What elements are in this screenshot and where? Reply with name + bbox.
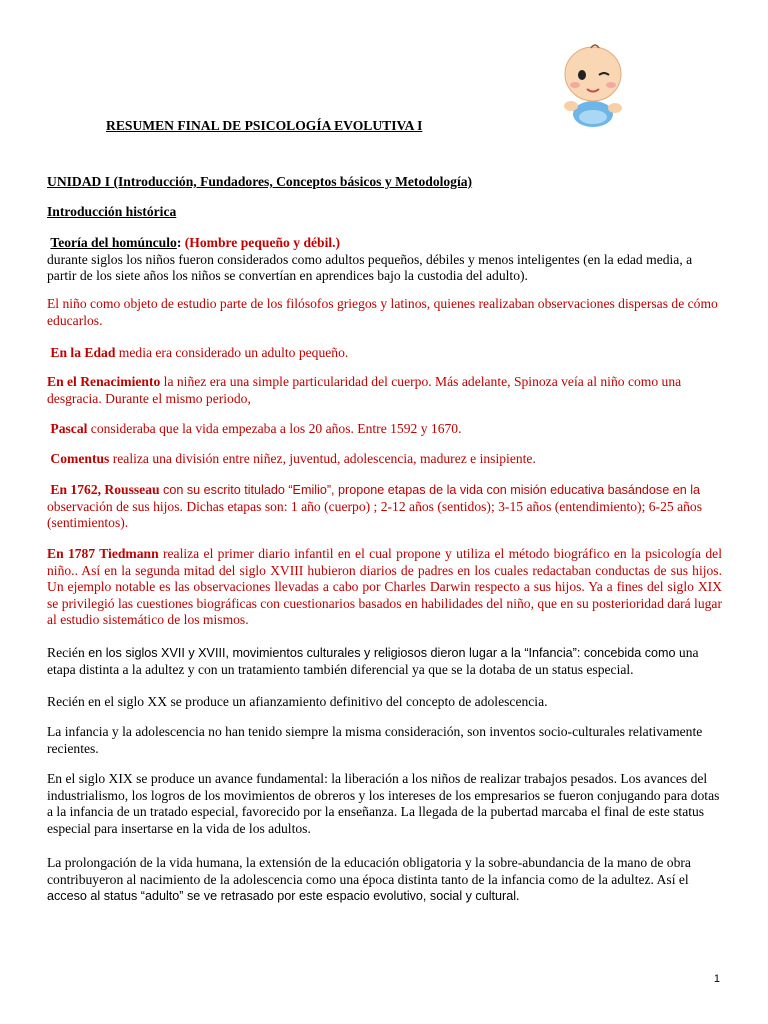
homunculo-text: durante siglos los niños fueron considerados como adultos pequeños, débiles y menos inteligentes (en la edad media, a partir de los siete años los niños se convertían en aprendices bajo la custodia del adulto).: [47, 251, 693, 283]
paragraph-tiedmann: [47, 546, 722, 629]
pascal-bold: Pascal: [50, 421, 88, 436]
rousseau-text-sans: con su escrito titulado “Emilio”, propone etapas de la vida con misión educativa basándose en la: [159, 483, 701, 497]
edad-bold: En la Edad: [50, 345, 116, 360]
renacimiento-bold: En el Renacimiento: [47, 374, 161, 389]
paragraph-xx: Recién en el siglo XX se produce un afianzamiento definitivo del concepto de adolescencia.: [47, 694, 548, 709]
document-title: RESUMEN FINAL DE PSICOLOGÍA EVOLUTIVA I: [106, 118, 423, 133]
rousseau-text: observación de sus hijos. Dichas etapas son: 1 año (cuerpo) ; 2-12 años (sentidos); 3-15 años (entendimiento); 6-25 años (sentimientos).: [47, 498, 702, 530]
prolongacion-end: .: [516, 888, 520, 903]
homunculo-red: (Hombre pequeño y débil.): [181, 235, 341, 250]
paragraph-comentus: [47, 451, 722, 468]
baby-clipart-icon: [553, 42, 633, 130]
page-number: 1: [713, 973, 720, 985]
section-heading: Introducción histórica: [47, 204, 177, 219]
paragraph-homunculo: [47, 235, 722, 285]
paragraph-edad: [47, 345, 722, 362]
paragraph-prolongacion: [47, 855, 722, 905]
edad-text: media era considerado un adulto pequeño.: [115, 345, 349, 360]
comentus-text: realiza una división entre niñez, juventud, adolescencia, madurez e insipiente.: [109, 451, 536, 466]
unit-heading: UNIDAD I (Introducción, Fundadores, Conceptos básicos y Metodología): [47, 174, 473, 189]
paragraph-renacimiento: [47, 374, 722, 407]
paragraph-xix: En el siglo XIX se produce un avance fundamental: la liberación a los niños de realizar trabajos pesados. Los avances del industrialismo, los logros de los movimientos de obreros y los intereses de los empresarios se fueron conjugando para dotas a la infancia de un tratado especial, favorecido por la enseñanza. La llegada de la pubertad marcaba el final de este status especial para insertarse en la vida de los adultos.: [47, 771, 720, 836]
renacimiento-text: la niñez era una simple particularidad del cuerpo. Más adelante, Spinoza veía al niño como una desgracia. Durante el mismo periodo,: [47, 374, 682, 406]
comentus-bold: Comentus: [50, 451, 110, 466]
prolongacion-text: La prolongación de la vida humana, la extensión de la educación obligatoria y la sobre-abundancia de la mano de obra contribuyeron al nacimiento de la adolescencia como una época distinta tanto de la infancia como de la adultez. Así el: [47, 855, 691, 887]
paragraph-objeto: El niño como objeto de estudio parte de los filósofos griegos y latinos, quienes realizaban observaciones dispersas de cómo educarlos.: [47, 296, 718, 328]
paragraph-pascal: [47, 421, 722, 438]
paragraph-rousseau: [47, 482, 722, 532]
rousseau-bold: En 1762, Rousseau: [50, 482, 160, 497]
paragraph-xvii: [47, 645, 722, 678]
prolongacion-text-sans: acceso al status “adulto” se ve retrasado por este espacio evolutivo, social y cultural: [47, 889, 517, 903]
xvii-text-sans: en los siglos XVII y XVIII, movimientos culturales y religiosos dieron lugar a la “Infancia”: concebida como: [84, 646, 676, 660]
pascal-text: consideraba que la vida empezaba a los 20 años. Entre 1592 y 1670.: [87, 421, 462, 436]
tiedmann-bold: En 1787 Tiedmann: [47, 546, 159, 561]
paragraph-infancia: La infancia y la adolescencia no han tenido siempre la misma consideración, son inventos socio-culturales relativamente recientes.: [47, 724, 703, 756]
xvii-text: una etapa distinta a la adultez y con un tratamiento también diferencial ya que se la dotaba de un status especial.: [47, 645, 699, 677]
homunculo-colon: :: [176, 235, 182, 250]
tiedmann-text: realiza el primer diario infantil en el cual propone y utiliza el método biográfico en la psicología del niño.. Así en la segunda mitad del siglo XVIII hubieron diarios de padres en los cuales redactaban conductas de sus hijos. Un ejemplo notable es las observaciones llevadas a cabo por Charles Darwin respecto a sus hijos. Ya a fines del siglo XIX se privilegió las cuestiones biográficas con cuestionarios basados en habilidades del niño, que en su posterioridad dará lugar al estudio sistemático de los mismos.: [47, 546, 722, 627]
xvii-lead: Recién: [47, 645, 85, 660]
homunculo-label: Teoría del homúnculo: [50, 235, 177, 250]
